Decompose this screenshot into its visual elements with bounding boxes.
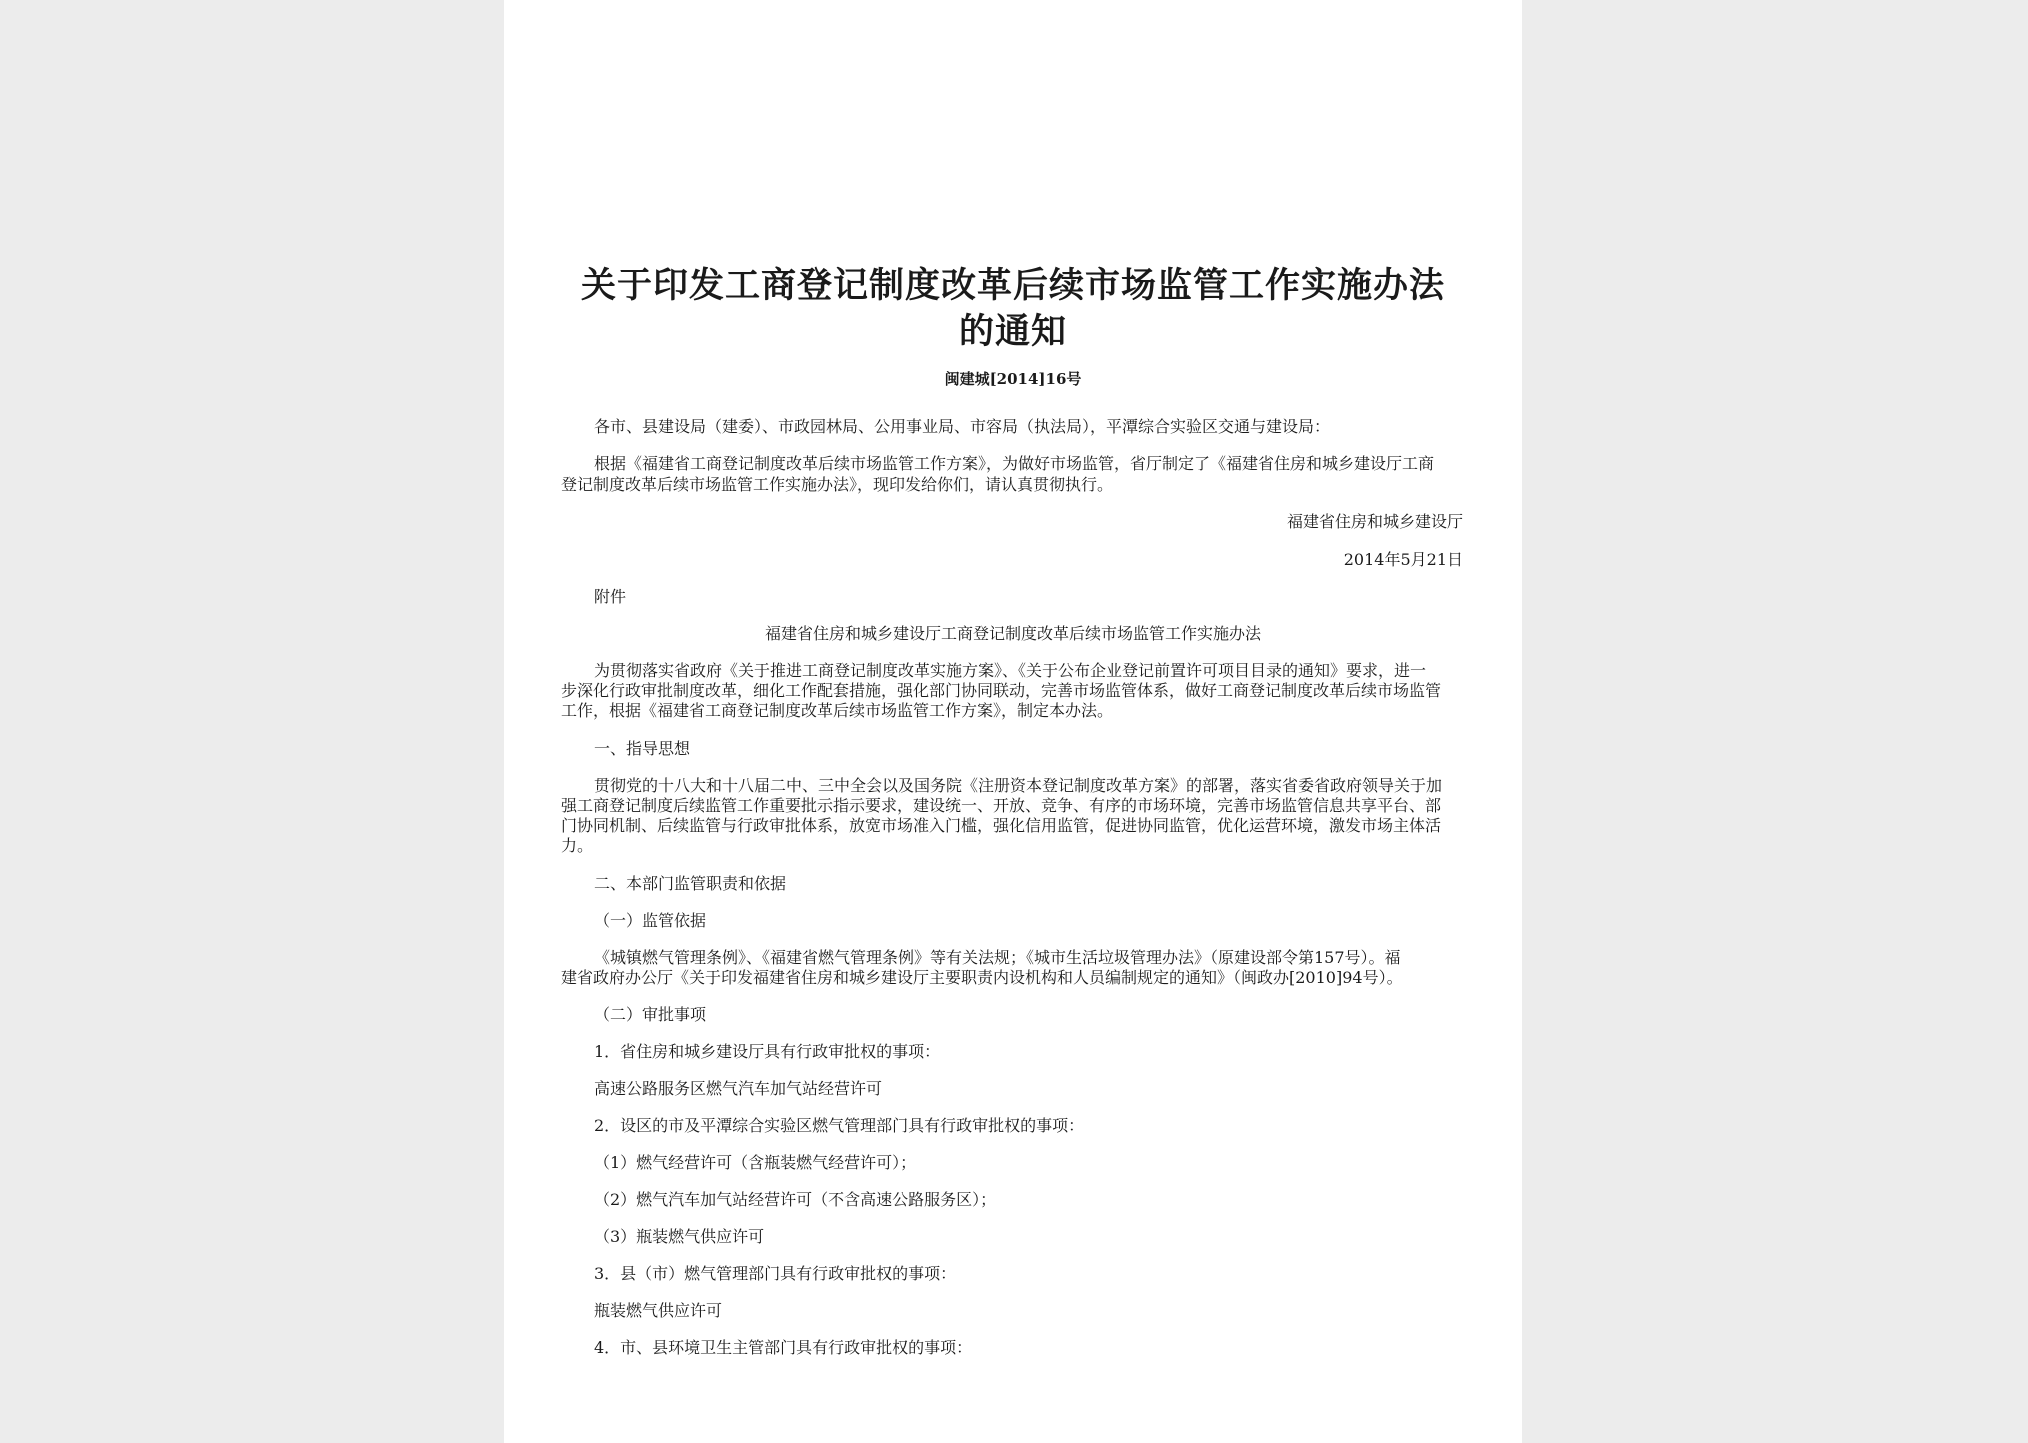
item-2-c: （3）瓶装燃气供应许可 (594, 1227, 765, 1246)
subsection-1-line-2: 建省政府办公厅《关于印发福建省住房和城乡建设厅主要职责内设机构和人员编制规定的通知》（闽政办[2010]94号）。 (561, 968, 1403, 987)
document-title-line-1: 关于印发工商登记制度改革后续市场监管工作实施办法 (580, 265, 1445, 306)
intro-line-3: 工作，根据《福建省工商登记制度改革后续市场监管工作方案》，制定本办法。 (561, 701, 1114, 720)
item-3: 3．县（市）燃气管理部门具有行政审批权的事项： (594, 1264, 957, 1283)
item-2-b: （2）燃气汽车加气站经营许可（不含高速公路服务区）； (594, 1190, 997, 1209)
section-1-line-3: 门协同机制、后续监管与行政审批体系，放宽市场准入门槛，强化信用监管，促进协同监管，优化运营环境，激发市场主体活 (561, 816, 1442, 835)
item-2: 2．设区的市及平潭综合实验区燃气管理部门具有行政审批权的事项： (594, 1116, 1085, 1135)
document-title-line-2: 的通知 (958, 311, 1067, 352)
subsection-1-line-1: 《城镇燃气管理条例》、《福建省燃气管理条例》等有关法规；《城市生活垃圾管理办法》（原建设部令第157号）。福 (594, 948, 1401, 967)
body-paragraph-1-line-1: 根据《福建省工商登记制度改革后续市场监管工作方案》，为做好市场监管，省厅制定了《福建省住房和城乡建设厅工商 (594, 454, 1435, 473)
subsection-2-heading: （二）审批事项 (594, 1005, 707, 1024)
section-1-line-2: 强工商登记制度后续监管工作重要批示指示要求，建设统一、开放、竞争、有序的市场环境，完善市场监管信息共享平台、部 (561, 796, 1442, 815)
attachment-label: 附件 (594, 587, 627, 606)
section-1-line-4: 力。 (561, 836, 594, 855)
subsection-1-heading: （一）监管依据 (594, 911, 707, 930)
body-paragraph-1-line-2: 登记制度改革后续市场监管工作实施办法》，现印发给你们，请认真贯彻执行。 (561, 475, 1114, 494)
item-1-a: 高速公路服务区燃气汽车加气站经营许可 (594, 1079, 883, 1098)
item-1: 1．省住房和城乡建设厅具有行政审批权的事项： (594, 1042, 941, 1061)
section-2-heading: 二、本部门监管职责和依据 (594, 874, 787, 893)
attachment-title: 福建省住房和城乡建设厅工商登记制度改革后续市场监管工作实施办法 (764, 624, 1261, 643)
document-page (504, 0, 1522, 1443)
item-4: 4．市、县环境卫生主管部门具有行政审批权的事项： (594, 1338, 973, 1357)
intro-line-2: 步深化行政审批制度改革，细化工作配套措施，强化部门协同联动，完善市场监管体系，做好工商登记制度改革后续市场监管 (561, 681, 1442, 700)
issuer: 福建省住房和城乡建设厅 (1286, 512, 1463, 531)
intro-line-1: 为贯彻落实省政府《关于推进工商登记制度改革实施方案》、《关于公布企业登记前置许可项目目录的通知》要求，进一 (594, 661, 1427, 680)
section-1-line-1: 贯彻党的十八大和十八届二中、三中全会以及国务院《注册资本登记制度改革方案》的部署，落实省委省政府领导关于加 (594, 776, 1443, 795)
item-2-a: （1）燃气经营许可（含瓶装燃气经营许可）； (594, 1153, 917, 1172)
addressee: 各市、县建设局（建委）、市政园林局、公用事业局、市容局（执法局），平潭综合实验区交通与建设局： (594, 417, 1331, 436)
document-number: 闽建城[2014]16号 (944, 370, 1082, 388)
item-3-a: 瓶装燃气供应许可 (594, 1301, 723, 1320)
section-1-heading: 一、指导思想 (594, 739, 691, 758)
issue-date: 2014年5月21日 (1343, 550, 1463, 569)
